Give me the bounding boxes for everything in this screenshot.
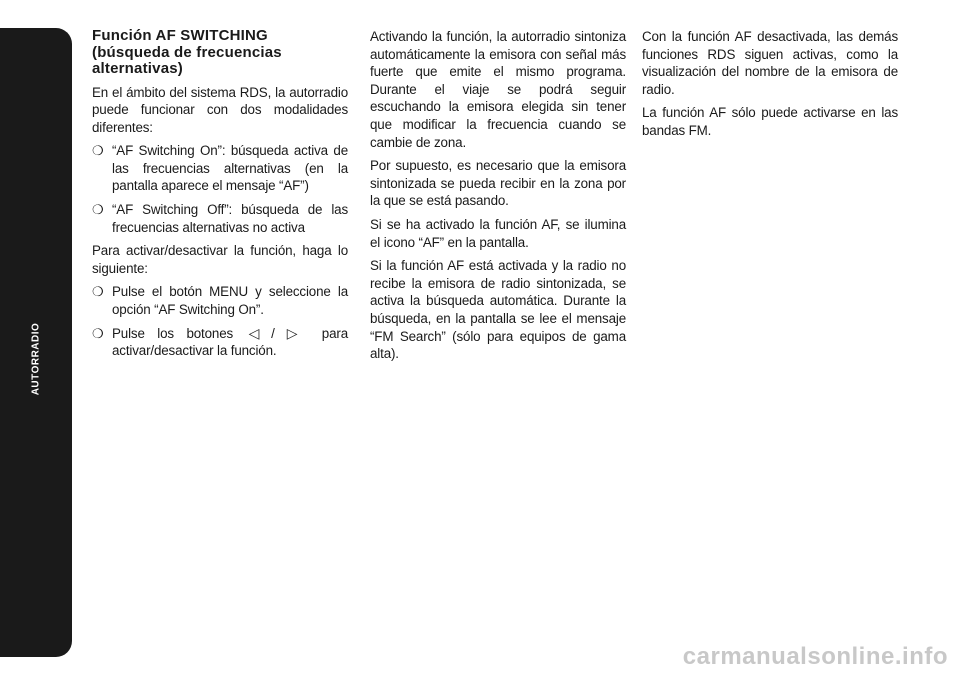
- paragraph: Si la función AF está activada y la radio no recibe la emisora de radio sintonizada, se activa la búsqueda automática. Durante la búsqueda, en la pantalla se lee el mensaje “FM Search” (sólo para equipos de gama alta).: [370, 258, 626, 362]
- list-item: [92, 201, 348, 236]
- bullet-text: Pulse el botón MENU y seleccione la opción “AF Switching On”.: [112, 284, 348, 318]
- watermark: carmanualsonline.info: [682, 643, 948, 670]
- list-item: [92, 325, 348, 360]
- chapter-label: AUTORRADIO: [30, 322, 42, 396]
- paragraph: Con la función AF desactivada, las demás funciones RDS siguen activas, como la visualización del nombre de la emisora de radio.: [642, 29, 898, 97]
- bullet-icon: ❍: [92, 143, 104, 159]
- paragraph: La función AF sólo puede activarse en las bandas FM.: [642, 105, 898, 138]
- bullet-text: [112, 325, 348, 360]
- list-item: [92, 283, 348, 318]
- intro-paragraph: En el ámbito del sistema RDS, la autorradio puede funcionar con dos modalidades diferentes:: [92, 84, 348, 135]
- arrow-right-icon: ▷: [277, 324, 307, 341]
- step2-suffix: para activar/desactivar la función.: [112, 325, 348, 359]
- arrow-left-icon: ◁: [248, 324, 269, 341]
- arrow-separator: /: [271, 325, 275, 341]
- text-column-3: [642, 28, 898, 146]
- text-column-1: [92, 28, 348, 366]
- section-heading: Función AF SWITCHING (búsqueda de frecuencias alternativas): [92, 27, 282, 77]
- instructions-intro: Para activar/desactivar la función, haga lo siguiente:: [92, 243, 348, 276]
- paragraph: Si se ha activado la función AF, se ilumina el icono “AF” en la pantalla.: [370, 216, 626, 250]
- list-item: [92, 142, 348, 195]
- page-number: 262: [20, 660, 52, 680]
- step2-prefix: Pulse los botones: [112, 325, 234, 341]
- paragraph: Por supuesto, es necesario que la emisora sintonizada se pueda recibir en la zona por la que se está pasando.: [370, 158, 626, 209]
- chapter-side-tab: [0, 28, 72, 680]
- bullet-text: “AF Switching On”: búsqueda activa de las frecuencias alternativas (en la pantalla aparece el mensaje “AF”): [112, 143, 348, 194]
- bullet-icon: ❍: [92, 202, 104, 218]
- bullet-icon: ❍: [92, 325, 104, 341]
- paragraph: Activando la función, la autorradio sintoniza automáticamente la emisora con señal más fuerte que emite el mismo programa. Durante el viaje se podrá seguir escuchando la emisora elegida sin tener que modificar la frecuencia cuando se cambie de zona.: [370, 29, 626, 150]
- text-column-2: [370, 28, 626, 369]
- bullet-text: “AF Switching Off”: búsqueda de las frecuencias alternativas no activa: [112, 202, 348, 235]
- bullet-icon: ❍: [92, 284, 104, 300]
